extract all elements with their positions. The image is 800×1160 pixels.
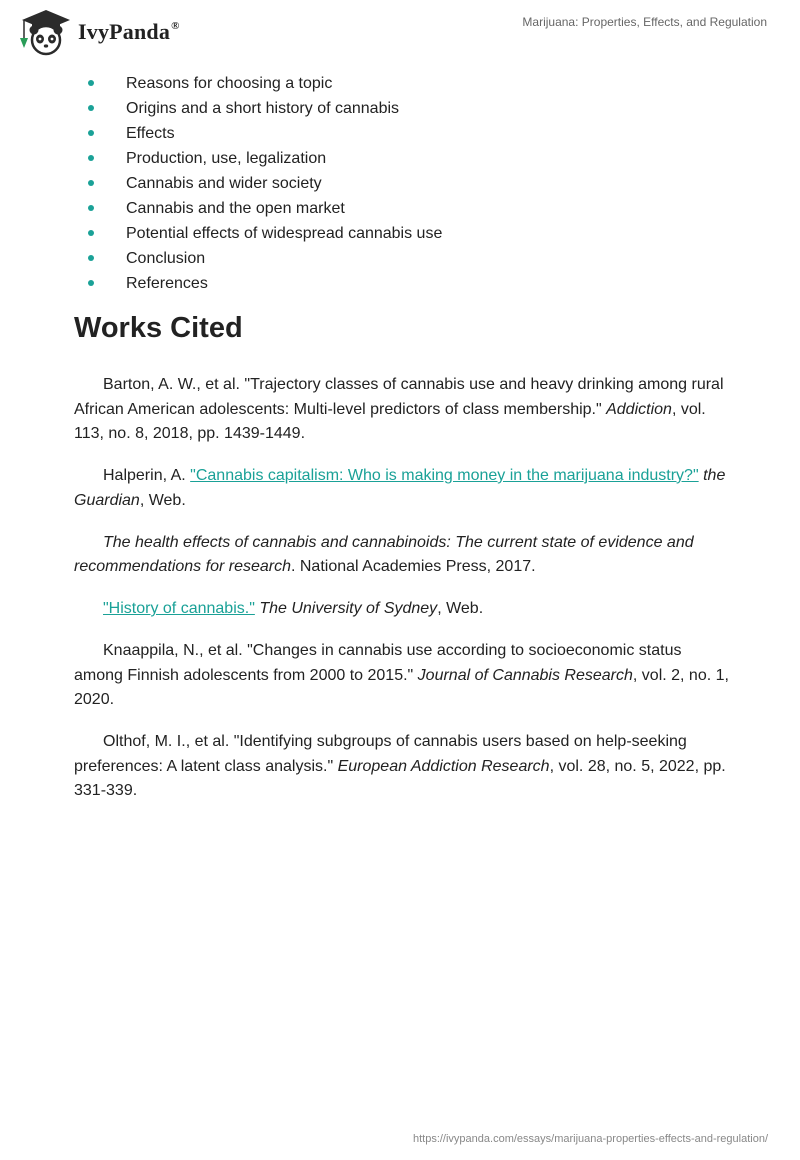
document-title: Marijuana: Properties, Effects, and Regulation xyxy=(522,15,767,29)
bullet-icon xyxy=(88,80,94,86)
page-header xyxy=(0,0,800,64)
works-cited-heading: Works Cited xyxy=(74,312,243,344)
bullet-icon xyxy=(88,130,94,136)
bullet-icon xyxy=(88,230,94,236)
ivypanda-logo[interactable] xyxy=(14,8,180,56)
citation: Barton, A. W., et al. "Trajectory classes of cannabis use and heavy drinking among rural African American adolescents: Multi-level predictors of class membership." Addiction, vol. 113, no. 8, 2018, pp. 1439-1449. xyxy=(74,376,724,442)
brand-name: IvyPanda® xyxy=(78,19,180,44)
citation: Halperin, A. "Cannabis capitalism: Who is making money in the marijuana industry?" the Guardian, Web. xyxy=(74,467,726,509)
citation: Olthof, M. I., et al. "Identifying subgroups of cannabis users based on help-seeking preferences: A latent class analysis." European Addiction Research, vol. 28, no. 5, 2022, pp. 331-339. xyxy=(74,733,726,799)
bullet-icon xyxy=(88,180,94,186)
bullet-icon xyxy=(88,255,94,261)
citation-link[interactable]: "History of cannabis." xyxy=(103,600,255,617)
panda-logo-icon xyxy=(14,8,74,56)
citation: Knaappila, N., et al. "Changes in cannabis use according to socioeconomic status among Finnish adolescents from 2000 to 2015." Journal of Cannabis Research, vol. 2, no. 1, 2020. xyxy=(74,642,729,708)
bullet-icon xyxy=(88,205,94,211)
citation: The health effects of cannabis and cannabinoids: The current state of evidence and recommendations for research. National Academies Press, 2017. xyxy=(74,533,694,575)
bullet-icon xyxy=(88,155,94,161)
source-url[interactable]: https://ivypanda.com/essays/marijuana-properties-effects-and-regulation/ xyxy=(412,1133,768,1145)
bullet-icon xyxy=(88,280,94,286)
works-cited-list xyxy=(74,373,734,821)
bullet-icon xyxy=(88,105,94,111)
citation-link[interactable]: "Cannabis capitalism: Who is making money in the marijuana industry?" xyxy=(190,467,699,484)
citation: "History of cannabis." The University of Sydney, Web. xyxy=(103,600,484,617)
